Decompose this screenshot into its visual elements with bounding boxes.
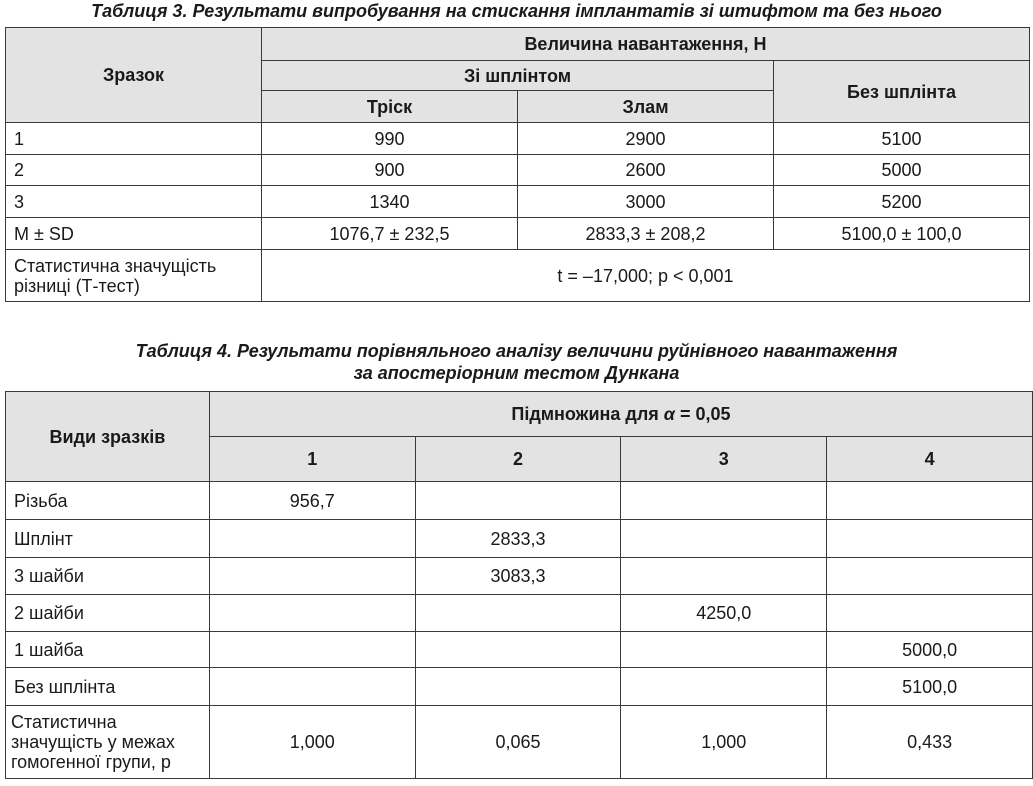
table-row xyxy=(6,595,1033,632)
table3-wrap xyxy=(5,27,1030,302)
cell-value: 4250,0 xyxy=(621,595,827,632)
stat-label-line: різниці (Т-тест) xyxy=(14,275,140,296)
sig-value: 1,000 xyxy=(621,706,827,779)
table3-header-load: Величина навантаження, Н xyxy=(262,28,1030,61)
row-label: 2 xyxy=(6,155,262,186)
cell-value xyxy=(827,482,1033,520)
row-label: 2 шайби xyxy=(6,595,210,632)
row-label: 3 шайби xyxy=(6,558,210,595)
sig-label-line: гомогенної групи, р xyxy=(11,752,171,772)
table4-caption xyxy=(0,340,1033,384)
table3-caption xyxy=(0,0,1033,22)
table3-header-sample: Зразок xyxy=(6,28,262,123)
cell-value xyxy=(209,558,415,595)
row-label: 3 xyxy=(6,186,262,218)
subset-suffix: = 0,05 xyxy=(674,404,731,424)
cell-value: 3083,3 xyxy=(415,558,621,595)
table4-header-subset xyxy=(209,392,1032,437)
sig-value: 0,433 xyxy=(827,706,1033,779)
table-row xyxy=(6,632,1033,668)
cell-value xyxy=(827,520,1033,558)
cell-crack: 900 xyxy=(262,155,518,186)
cell-without: 5200 xyxy=(774,186,1030,218)
table4-header-col: 1 xyxy=(209,437,415,482)
table-row xyxy=(6,520,1033,558)
cell-fracture: 2600 xyxy=(518,155,774,186)
table4-header-col: 2 xyxy=(415,437,621,482)
table4-header-col: 4 xyxy=(827,437,1033,482)
cell-value xyxy=(621,558,827,595)
cell-value xyxy=(415,595,621,632)
cell-value xyxy=(827,595,1033,632)
table-row xyxy=(6,123,1030,155)
table-row-mean xyxy=(6,218,1030,250)
table4-sig-row xyxy=(6,706,1033,779)
cell-fracture: 2900 xyxy=(518,123,774,155)
stat-label xyxy=(6,250,262,302)
row-label: 1 шайба xyxy=(6,632,210,668)
alpha-symbol: α xyxy=(663,404,675,424)
table3 xyxy=(5,27,1030,302)
cell-value xyxy=(209,668,415,706)
stat-label-line: Статистична значущість xyxy=(14,255,217,276)
table3-caption-text: Таблиця 3. Результати випробування на стискання імплантатів зі штифтом та без нього xyxy=(91,1,942,21)
cell-without: 5000 xyxy=(774,155,1030,186)
row-label: M ± SD xyxy=(6,218,262,250)
subset-prefix: Підмножина для xyxy=(511,404,664,424)
sig-value: 0,065 xyxy=(415,706,621,779)
cell-value xyxy=(621,668,827,706)
cell-value xyxy=(621,520,827,558)
table-row xyxy=(6,186,1030,218)
cell-value: 2833,3 xyxy=(415,520,621,558)
cell-value xyxy=(209,520,415,558)
table4 xyxy=(5,391,1033,779)
table3-header-fracture: Злам xyxy=(518,91,774,123)
table3-header-row-1 xyxy=(6,28,1030,61)
cell-value xyxy=(415,482,621,520)
row-label: 1 xyxy=(6,123,262,155)
row-label: Шплінт xyxy=(6,520,210,558)
table3-stat-row xyxy=(6,250,1030,302)
cell-crack: 1340 xyxy=(262,186,518,218)
cell-fracture: 2833,3 ± 208,2 xyxy=(518,218,774,250)
cell-crack: 1076,7 ± 232,5 xyxy=(262,218,518,250)
cell-value: 5100,0 xyxy=(827,668,1033,706)
cell-value xyxy=(415,632,621,668)
table4-caption-line: Таблиця 4. Результати порівняльного аналізу величини руйнівного навантаження xyxy=(135,341,898,361)
table3-header-crack: Тріск xyxy=(262,91,518,123)
cell-value xyxy=(209,595,415,632)
table4-header-types: Види зразків xyxy=(6,392,210,482)
sig-label xyxy=(6,706,210,779)
cell-without: 5100 xyxy=(774,123,1030,155)
cell-value xyxy=(209,632,415,668)
cell-value xyxy=(827,558,1033,595)
cell-value: 956,7 xyxy=(209,482,415,520)
table4-header-col: 3 xyxy=(621,437,827,482)
row-label: Різьба xyxy=(6,482,210,520)
cell-fracture: 3000 xyxy=(518,186,774,218)
sig-value: 1,000 xyxy=(209,706,415,779)
cell-value xyxy=(621,632,827,668)
table4-header-row-1 xyxy=(6,392,1033,437)
table-row xyxy=(6,668,1033,706)
table4-wrap xyxy=(5,391,1033,779)
cell-value: 5000,0 xyxy=(827,632,1033,668)
stat-value: t = –17,000; p < 0,001 xyxy=(262,250,1030,302)
cell-crack: 990 xyxy=(262,123,518,155)
sig-label-line: Статистична xyxy=(11,712,117,732)
row-label: Без шплінта xyxy=(6,668,210,706)
cell-value xyxy=(415,668,621,706)
table-row xyxy=(6,482,1033,520)
cell-without: 5100,0 ± 100,0 xyxy=(774,218,1030,250)
sig-label-line: значущість у межах xyxy=(11,732,175,752)
table4-caption-line: за апостеріорним тестом Дункана xyxy=(353,363,680,383)
table3-header-without-pin: Без шплінта xyxy=(774,61,1030,123)
cell-value xyxy=(621,482,827,520)
table-row xyxy=(6,558,1033,595)
table3-header-with-pin: Зі шплінтом xyxy=(262,61,774,91)
table-row xyxy=(6,155,1030,186)
